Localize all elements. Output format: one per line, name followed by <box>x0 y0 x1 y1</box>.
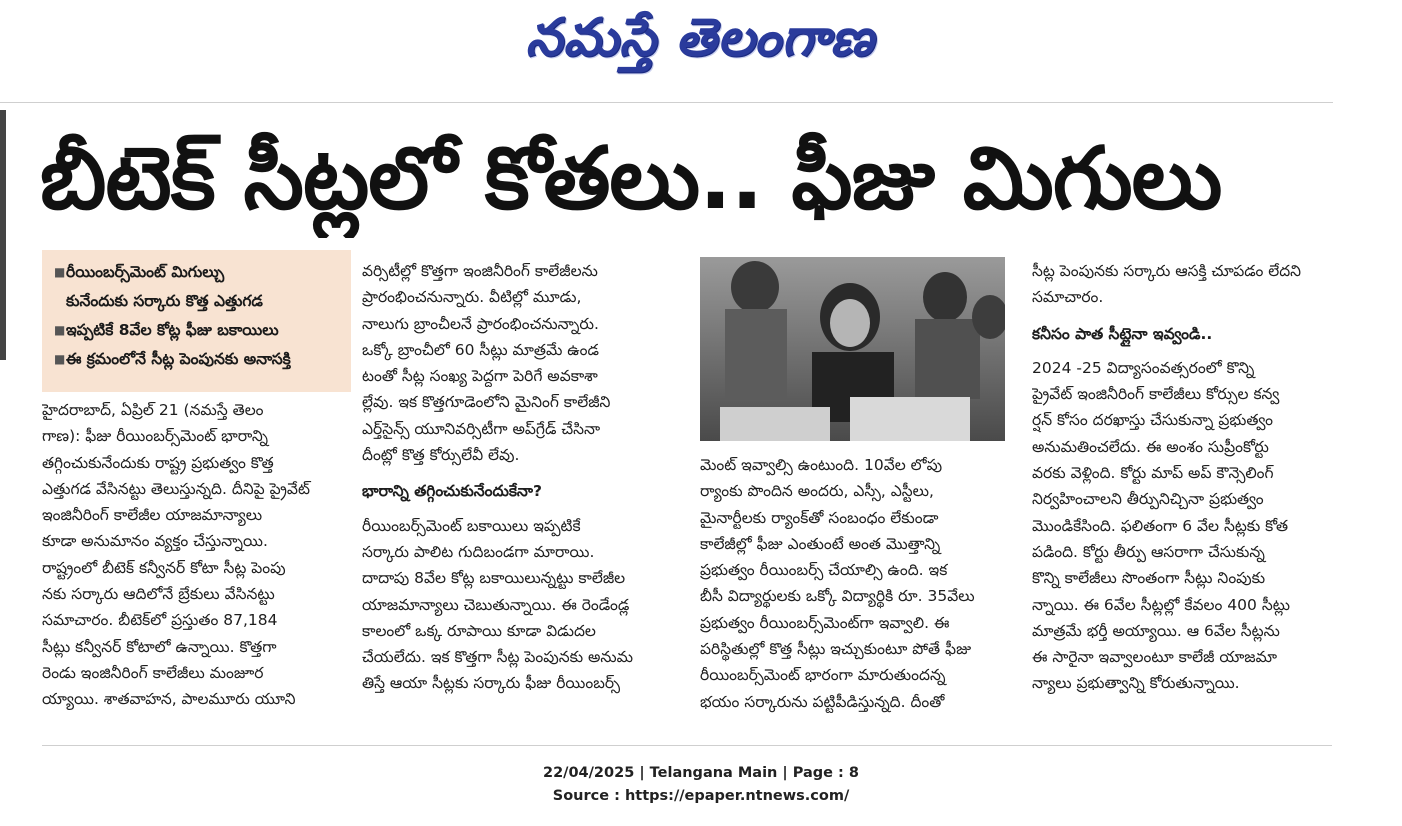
article-headline: బీటెక్ సీట్లలో కోతలు.. ఫీజు మిగులు <box>40 129 1222 229</box>
page-edge-mark <box>0 110 6 360</box>
text-line: సీట్లు కన్వీనర్ కోటాలో ఉన్నాయి. కొత్తగా <box>42 637 277 656</box>
text-line: వర్సిటీల్లో కొత్తగా ఇంజినీరింగ్ కాలేజీలను <box>362 262 598 280</box>
text-line: రీయింబర్స్‌మెంట్ భారంగా మారుతుందన్న <box>700 666 946 685</box>
text-line: నిర్వహించాలని తీర్పునిచ్చినా ప్రభుత్వం <box>1032 490 1264 509</box>
page-footer <box>0 762 1402 808</box>
text-line: టంతో సీట్ల సంఖ్య పెద్దగా పెరిగే అవకాశా <box>362 367 598 386</box>
text-line: ప్రైవేట్ ఇంజినీరింగ్ కాలేజీలు కోర్సుల కన్వ <box>1032 385 1280 404</box>
highlight-item: ■ ఈ క్రమంలోనే సీట్ల పెంపునకు అనాసక్తి <box>54 345 343 374</box>
text-line: ప్రభుత్వం రీయింబర్స్ చేయాల్సి ఉంది. ఇక <box>700 561 948 580</box>
text-line: సీట్ల పెంపునకు సర్కారు ఆసక్తి చూపడం లేదని <box>1032 262 1302 280</box>
text-line: మైనార్టీలకు ర్యాంక్‌తో సంబంధం లేకుండా <box>700 508 939 527</box>
article-column-4 <box>1032 258 1334 697</box>
edition-info: 22/04/2025 | Telangana Main | Page : 8 <box>542 765 859 781</box>
text-line: బీసీ విద్యార్థులకు ఒక్కో విద్యార్థికి రూ. 35వేలు <box>700 587 975 606</box>
text-line: గాణ): ఫీజు రీయింబర్స్‌మెంట్ భారాన్ని <box>42 427 268 446</box>
text-line: న్నాయి. ఈ 6వేల సీట్లల్లో కేవలం 400 సీట్లు <box>1032 595 1291 614</box>
text-line: తిస్తే ఆయా సీట్లకు సర్కారు ఫీజు రీయింబర్స్ <box>362 674 620 693</box>
text-line: కాలేజీల్లో ఫీజు ఎంతుంటే అంత మొత్తాన్ని <box>700 534 941 553</box>
text-line: పడింది. కోర్టు తీర్పు ఆసరాగా చేసుకున్న <box>1032 542 1265 561</box>
text-line: అనుమతించలేదు. ఈ అంశం సుప్రీంకోర్టు <box>1032 437 1269 456</box>
text-line: య్యాయి. శాతవాహన, పాలమూరు యూని <box>42 690 296 709</box>
text-line: రీయింబర్స్‌మెంట్ బకాయిలు ఇప్పటికే <box>362 516 581 535</box>
text-line: ర్షన్ కోసం దరఖాస్తు చేసుకున్నా ప్రభుత్వం <box>1032 411 1273 430</box>
highlight-item: ■ ఇప్పటికే 8వేల కోట్ల ఫీజు బకాయిలు <box>54 316 343 345</box>
text-line: సమాచారం. <box>1032 288 1104 307</box>
students-writing-image <box>700 257 1005 441</box>
text-line: న్యాలు ప్రభుత్వాన్ని కోరుతున్నాయి. <box>1032 674 1240 693</box>
text-line: 2024 -25 విద్యాసంవత్సరంలో కొన్ని <box>1032 358 1255 377</box>
text-line: ఎర్త్‌సైన్స్ యూనివర్సిటీగా అప్‌గ్రేడ్ చేసినా <box>362 419 601 438</box>
text-line: సమాచారం. బీటెక్‌లో ప్రస్తుతం 87,184 <box>42 611 278 630</box>
text-line: మాత్రమే భర్తీ అయ్యాయి. ఆ 6వేల సీట్లను <box>1032 621 1280 640</box>
text-line: మొండికేసింది. ఫలితంగా 6 వేల సీట్లకు కోత <box>1032 516 1289 535</box>
students-exam-photo <box>700 257 1005 441</box>
text-line: తగ్గించుకునేందుకు రాష్ట్ర ప్రభుత్వం కొత్త <box>42 453 274 472</box>
highlight-item: ■ రీయింబర్స్‌మెంట్ మిగుల్చు <box>54 258 343 287</box>
text-line: రెండు ఇంజినీరింగ్ కాలేజీలు మంజూర <box>42 663 264 682</box>
newspaper-logo: నమస్తే తెలంగాణ <box>525 8 875 68</box>
text-line: ప్రభుత్వం రీయింబర్స్‌మెంట్‌గా ఇవ్వాలి. ఈ <box>700 613 950 632</box>
text-line: ఎత్తుగడ వేసినట్టు తెలుస్తున్నది. దీనిపై ప్రైవేట్ <box>42 479 310 498</box>
highlight-item: కునేందుకు సర్కారు కొత్త ఎత్తుగడ <box>66 292 263 310</box>
text-line: ల్లేవు. ఇక కొత్తగూడెంలోని మైనింగ్ కాలేజీని <box>362 393 611 412</box>
text-line: నాలుగు బ్రాంచీలనే ప్రారంభించనున్నారు. <box>362 314 599 333</box>
bullet-icon: ■ <box>54 323 66 337</box>
bottom-divider <box>42 745 1332 746</box>
text-line: కూడా అనుమానం వ్యక్తం చేస్తున్నాయి. <box>42 532 268 551</box>
text-line: చేయలేదు. ఇక కొత్తగా సీట్ల పెంపునకు అనుమ <box>362 648 634 667</box>
text-line: కాలంలో ఒక్క రూపాయి కూడా విడుదల <box>362 621 596 640</box>
text-line: ఇంజినీరింగ్ కాలేజీల యాజమాన్యాలు <box>42 506 263 525</box>
bullet-icon: ■ <box>54 265 66 279</box>
text-line: సర్కారు పాలిట గుదిబండగా మారాయి. <box>362 542 595 561</box>
highlights-box <box>42 250 351 392</box>
article-column-2 <box>362 258 674 697</box>
text-line: ప్రారంభించనున్నారు. వీటిల్లో మూడు, <box>362 288 582 307</box>
subheading: కనీసం పాత సీట్లైనా ఇవ్వండి.. <box>1032 324 1213 343</box>
subheading: భారాన్ని తగ్గించుకునేందుకేనా? <box>362 482 543 501</box>
text-line: భయం సర్కారును పట్టిపీడిస్తున్నది. దీంతో <box>700 692 945 711</box>
source-url: Source : https://epaper.ntnews.com/ <box>552 788 850 804</box>
article-column-3 <box>700 452 1005 715</box>
bullet-icon: ■ <box>54 352 66 366</box>
text-line: కొన్ని కాలేజీలు సొంతంగా సీట్లు నింపుకు <box>1032 569 1266 588</box>
text-line: ఒక్కో బ్రాంచీలో 60 సీట్లు మాత్రమే ఉండ <box>362 340 600 359</box>
top-divider <box>0 102 1333 103</box>
article-column-1 <box>42 397 352 713</box>
text-line: ర్యాంకు పొందిన అందరు, ఎస్సీ, ఎస్టీలు, <box>700 482 934 501</box>
text-line: మెంట్ ఇవ్వాల్సి ఉంటుంది. 10వేల లోపు <box>700 456 943 474</box>
text-line: దీంట్లో కొత్త కోర్సులేవీ లేవు. <box>362 446 520 465</box>
masthead <box>0 0 1402 100</box>
text-line: దాదాపు 8వేల కోట్ల బకాయిలున్నట్టు కాలేజీల <box>362 569 626 588</box>
text-line: పరిస్థితుల్లో కొత్త సీట్లు ఇచ్చుకుంటూ పోతే ఫీజు <box>700 640 972 659</box>
text-line: యాజమాన్యాలు చెబుతున్నాయి. ఈ రెండేండ్ల <box>362 595 630 614</box>
text-line: వరకు వెళ్లింది. కోర్టు మాప్ అప్ కౌన్సెలింగ్ <box>1032 464 1274 483</box>
text-line: హైదరాబాద్, ఏప్రిల్ 21 (నమస్తే తెలం <box>42 401 264 419</box>
text-line: ఈ సారైనా ఇవ్వాలంటూ కాలేజీ యాజమా <box>1032 648 1277 667</box>
text-line: నకు సర్కారు ఆదిలోనే బ్రేకులు వేసినట్టు <box>42 585 275 604</box>
text-line: రాష్ట్రంలో బీటెక్ కన్వీనర్ కోటా సీట్ల పెంపు <box>42 558 286 577</box>
